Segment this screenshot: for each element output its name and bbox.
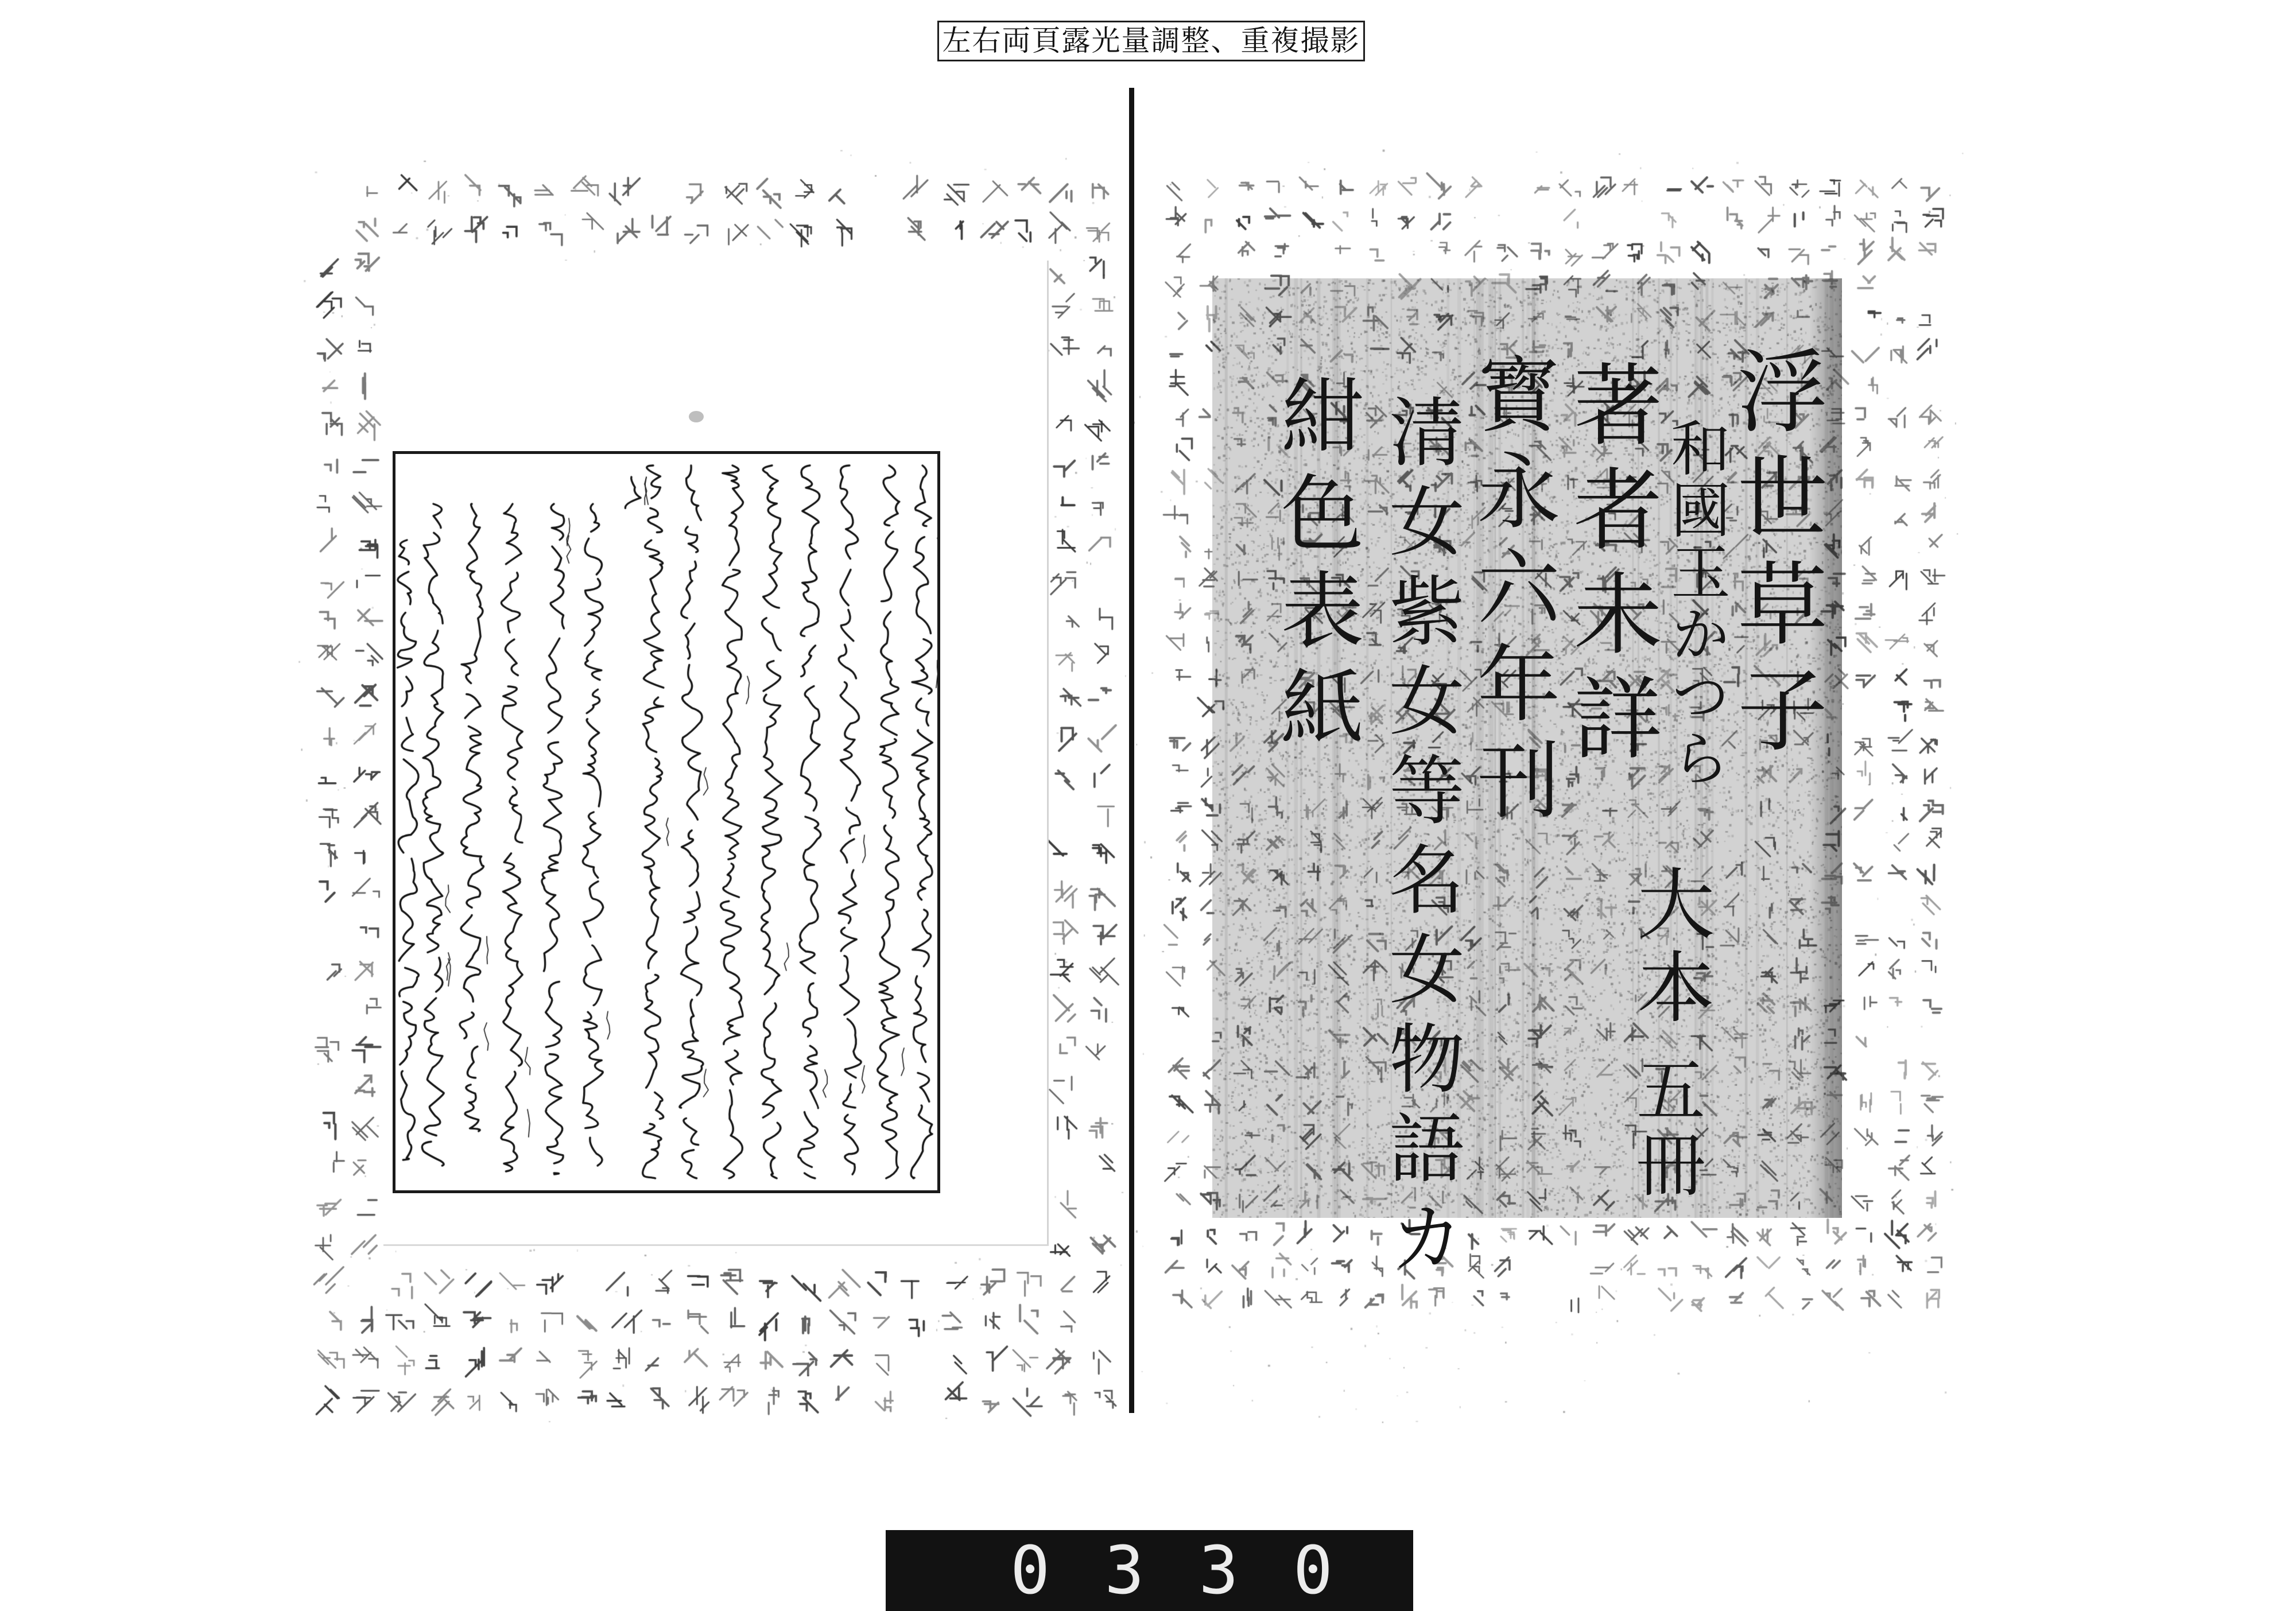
smudge-mark <box>689 411 704 422</box>
label-author: 著者未詳 <box>1559 359 1663 777</box>
label-genre: 浮世草子 <box>1722 344 1828 769</box>
cursive-text-frame <box>393 451 940 1193</box>
label-published: 寳永六年刊 <box>1463 351 1560 833</box>
label-title: 和國玉かつら <box>1661 417 1731 789</box>
page-gutter-line <box>1129 88 1134 1413</box>
label-cover: 紺色表紙 <box>1267 373 1364 761</box>
catalog-label <box>1212 278 1842 1288</box>
exposure-note-caption: 左右両頁露光量調整、重複撮影 <box>937 21 1365 61</box>
cursive-kana-texture <box>395 454 937 1190</box>
label-volumes: 五冊 <box>1625 1054 1705 1204</box>
frame-number: 0330 <box>1010 1532 1387 1609</box>
film-frame-number-bar <box>886 1530 1413 1611</box>
label-format: 大本 <box>1624 864 1715 1030</box>
label-note: 清女紫女等名女物語カ <box>1376 393 1464 1288</box>
